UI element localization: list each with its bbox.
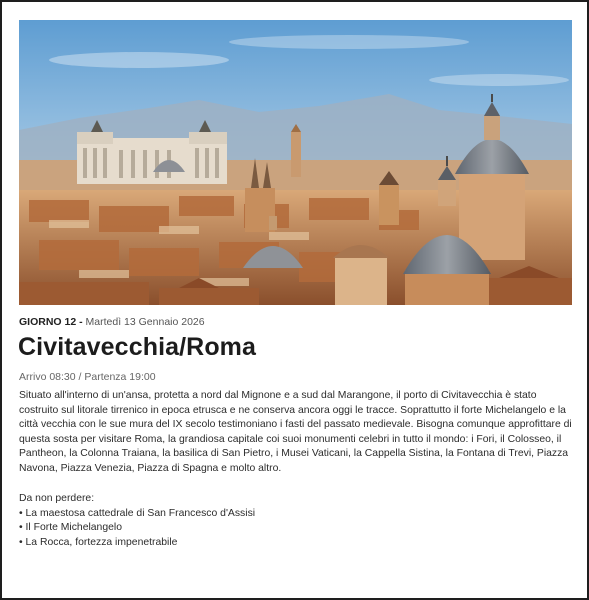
day-header: [19, 316, 205, 328]
list-item: • La Rocca, fortezza impenetrabile: [19, 536, 559, 551]
description-paragraph: Situato all'interno di un'ansa, protetta a nord dal Mignone e a sud dal Marangone, il porto di Civitavecchia è stato costruito sul litorale tirrenico in epoca etrusca e ne conserva ancora oggi le tracce. Soprattutto il forte Michelangelo e la città vecchia con le sue mura del IX secolo testimoniano i fasti del passato medievale. Bisogna comunque approfittare di questa sosta per visitare Roma, la grandiosa capitale coi suoi monumenti celebri in tutto il mondo: i Fori, il Colosseo, il Pantheon, la Colonna Traiana, la basilica di San Pietro, i Musei Vaticani, la Cappella Sistina, la Fontana di Trevi, Piazza Navona, Piazza Venezia, Piazza di Spagna e molto altro.: [19, 390, 572, 474]
must-see-section: [19, 492, 559, 550]
rome-skyline-photo: [19, 20, 572, 305]
must-see-heading: Da non perdere:: [19, 493, 95, 504]
day-date: Martedì 13 Gennaio 2026: [85, 316, 205, 328]
port-description: [19, 389, 575, 477]
list-item: • La maestosa cattedrale di San Francesco d'Assisi: [19, 507, 559, 522]
list-item: • Il Forte Michelangelo: [19, 521, 559, 536]
arrival-departure-times: Arrivo 08:30 / Partenza 19:00: [19, 371, 156, 383]
day-number: GIORNO 12 -: [19, 316, 83, 328]
port-title: Civitavecchia/Roma: [18, 333, 257, 361]
must-see-list: [19, 507, 559, 551]
